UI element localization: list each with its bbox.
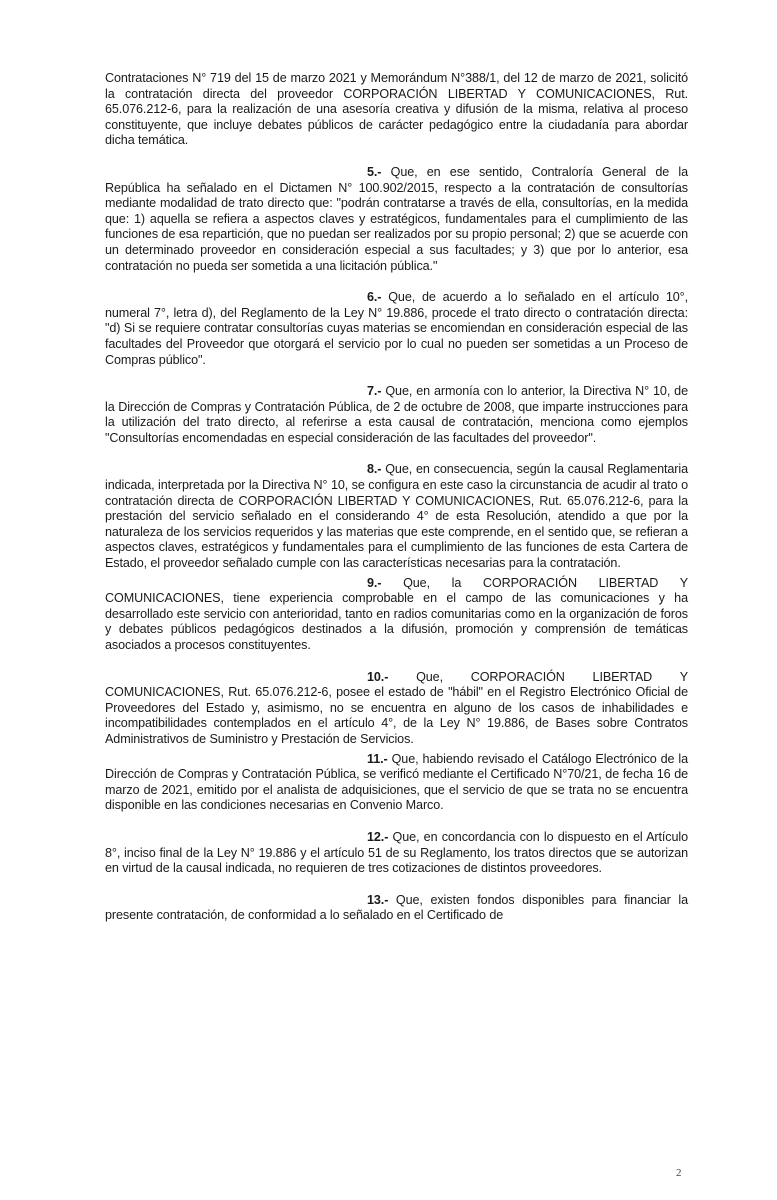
paragraph-text: Que, en concordancia con lo dispuesto en el Artículo 8°, inciso final de la Ley N° 19.886 y el artículo 51 de su Reglamento, los tratos directos que se autorizan en virtud de la causal indicada, no requieren de tres cotizaciones de distintos proveedores. (105, 829, 688, 876)
paragraph-text: Que, en armonía con lo anterior, la Directiva N° 10, de la Dirección de Compras y Contratación Pública, de 2 de octubre de 2008, que imparte instrucciones para la utilización del trato directo, al referirse a esta causal de contratación, menciona como ejemplos "Consultorías encomendadas en especial consideración de las facultades del proveedor". (105, 384, 688, 445)
paragraph-number: 13.- (367, 892, 389, 907)
paragraph-5 (105, 165, 688, 274)
paragraph-number: 6.- (367, 290, 382, 305)
paragraph-13 (105, 893, 688, 924)
paragraph-11 (105, 752, 688, 814)
paragraph-number: 11.- (367, 751, 388, 766)
paragraph-10 (105, 670, 688, 748)
paragraph-number: 10.- (367, 669, 389, 684)
paragraph-number: 8.- (367, 462, 382, 477)
paragraph-text: Que, la CORPORACIÓN LIBERTAD Y COMUNICACIONES, tiene experiencia comprobable en el campo de las comunicaciones y ha desarrollado este servicio con anterioridad, tanto en radios comunitarias como en la organización de foros y debates públicos pedagógicos destinados a la difusión, promoción y comprensión de temáticas asociados a procesos constituyentes. (105, 575, 688, 652)
paragraph-number: 7.- (367, 384, 382, 399)
paragraph-4-continuation (105, 71, 688, 149)
paragraph-number: 9.- (367, 575, 382, 590)
paragraph-text: Que, existen fondos disponibles para financiar la presente contratación, de conformidad a lo señalado en el Certificado de (105, 892, 688, 923)
paragraph-number: 5.- (367, 164, 382, 179)
paragraph-8 (105, 462, 688, 571)
paragraph-text: Contrataciones N° 719 del 15 de marzo 2021 y Memorándum N°388/1, del 12 de marzo de 2021, solicitó la contratación directa del proveedor CORPORACIÓN LIBERTAD Y COMUNICACIONES, Rut. 65.076.212-6, para la realización de una asesoría creativa y difusión de la misma, relativa al proceso constituyente, que incluye debates públicos de carácter pedagógico entre la ciudadanía para abordar dicha temática. (105, 71, 688, 148)
paragraph-number: 12.- (367, 829, 389, 844)
paragraph-text: Que, en ese sentido, Contraloría General de la República ha señalado en el Dictamen N° 100.902/2015, respecto a la contratación de consultorías mediante modalidad de trato directo que: "podrán contratarse a través de ella, consultorías, en la medida que: 1) aquella se refiera a aspectos claves y estratégicos, fundamentales para el cumplimiento de las funciones de esa repartición, que no puedan ser realizados por su propio personal; 2) que se acuerde con un determinado proveedor en consideración especial a sus facultades; y 3) que por lo anterior, esa contratación no pueda ser sometida a una licitación pública." (105, 164, 688, 273)
paragraph-text: Que, CORPORACIÓN LIBERTAD Y COMUNICACIONES, Rut. 65.076.212-6, posee el estado de "hábil" en el Registro Electrónico Oficial de Proveedores del Estado y, asimismo, no se encuentra en alguno de los casos de inhabilidades e incompatibilidades contemplados en el artículo 4°, de la Ley N° 19.886, de Bases sobre Contratos Administrativos de Suministro y Prestación de Servicios. (105, 669, 688, 746)
paragraph-9 (105, 576, 688, 654)
paragraph-7 (105, 384, 688, 446)
paragraph-text: Que, en consecuencia, según la causal Reglamentaria indicada, interpretada por la Directiva N° 10, se configura en este caso la circunstancia de acudir al trato o contratación directa de CORPORACIÓN LIBERTAD Y COMUNICACIONES, Rut. 65.076.212-6, para la prestación del servicio señalado en el considerando 4° de esta Resolución, atendido a que por la naturaleza de los servicios requeridos y las materias que este comprende, en el sentido que, se refieran a aspectos claves, estratégicos y fundamentales para el cumplimiento de las funciones de esta Cartera de Estado, el proveedor señalado cumple con las características necesarias para la contratación. (105, 462, 688, 571)
paragraph-text: Que, habiendo revisado el Catálogo Electrónico de la Dirección de Compras y Contratación Pública, se verificó mediante el Certificado N°70/21, de fecha 16 de marzo de 2021, emitido por el analista de adquisiciones, que el servicio de que se trata no se encuentra disponible en las condiciones necesarias en Convenio Marco. (105, 751, 688, 813)
document-body (105, 71, 688, 924)
paragraph-12 (105, 830, 688, 877)
paragraph-6 (105, 290, 688, 368)
page-number: 2 (676, 1167, 682, 1179)
paragraph-text: Que, de acuerdo a lo señalado en el artículo 10°, numeral 7°, letra d), del Reglamento de la Ley N° 19.886, procede el trato directo o contratación directa: "d) Si se requiere contratar consultorías cuyas materias se encomiendan en consideración especial de las facultades del Proveedor que otorgará el servicio por lo cual no pueden ser sometidas a un Proceso de Compras público". (105, 290, 688, 367)
